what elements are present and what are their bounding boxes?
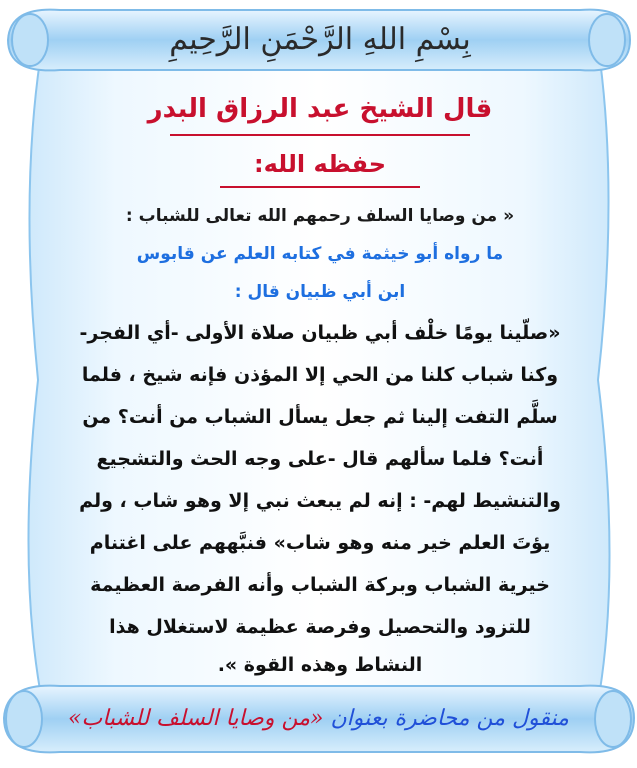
body-line: «صلّينا يومًا خلْف أبي ظبيان صلاة الأولى -أي الفجر-	[79, 322, 561, 344]
body-line: أنت؟ فلما سألهم قال -على وجه الحث والتشجيع	[96, 448, 544, 470]
body-line: سلَّم التفت إلينا ثم جعل يسأل الشباب من أنت؟ من	[82, 406, 558, 428]
intro-line: « من وصايا السلف رحمهم الله تعالى للشباب :	[125, 206, 515, 226]
page-subtitle: حفظه الله:	[253, 150, 387, 178]
footer-credit	[10, 706, 627, 731]
body-line: خيرية الشباب وبركة الشباب وأنه الفرصة العظيمة	[90, 574, 550, 596]
body-line: والتنشيط لهم- : إنه لم يبعث نبي إلا وهو شاب ، ولم	[79, 490, 561, 512]
body-line: وكنا شباب كلنا من الحي إلا المؤذن فإنه شيخ ، فلما	[81, 364, 559, 386]
footer-lecture-title: «من وصايا السلف للشباب»	[68, 706, 324, 731]
body-line: للتزود والتحصيل وفرصة عظيمة لاستغلال هذا	[109, 616, 531, 638]
source-line-1: ما رواه أبو خيثمة في كتابه العلم عن قابوس	[136, 244, 504, 264]
title-underline	[170, 134, 470, 136]
source-line-2: ابن أبي ظبيان قال :	[234, 282, 406, 302]
body-line: النشاط وهذه القوة ».	[217, 654, 423, 676]
footer-prefix: منقول من محاضرة بعنوان	[323, 706, 569, 731]
page-title: قال الشيخ عبد الرزاق البدر	[147, 94, 493, 124]
subtitle-underline	[220, 186, 420, 188]
basmala: بِسْمِ اللهِ الرَّحْمَنِ الرَّحِيمِ	[169, 22, 471, 57]
body-line: يؤتَ العلم خير منه وهو شاب» فنبَّههم على اغتنام	[89, 532, 551, 554]
